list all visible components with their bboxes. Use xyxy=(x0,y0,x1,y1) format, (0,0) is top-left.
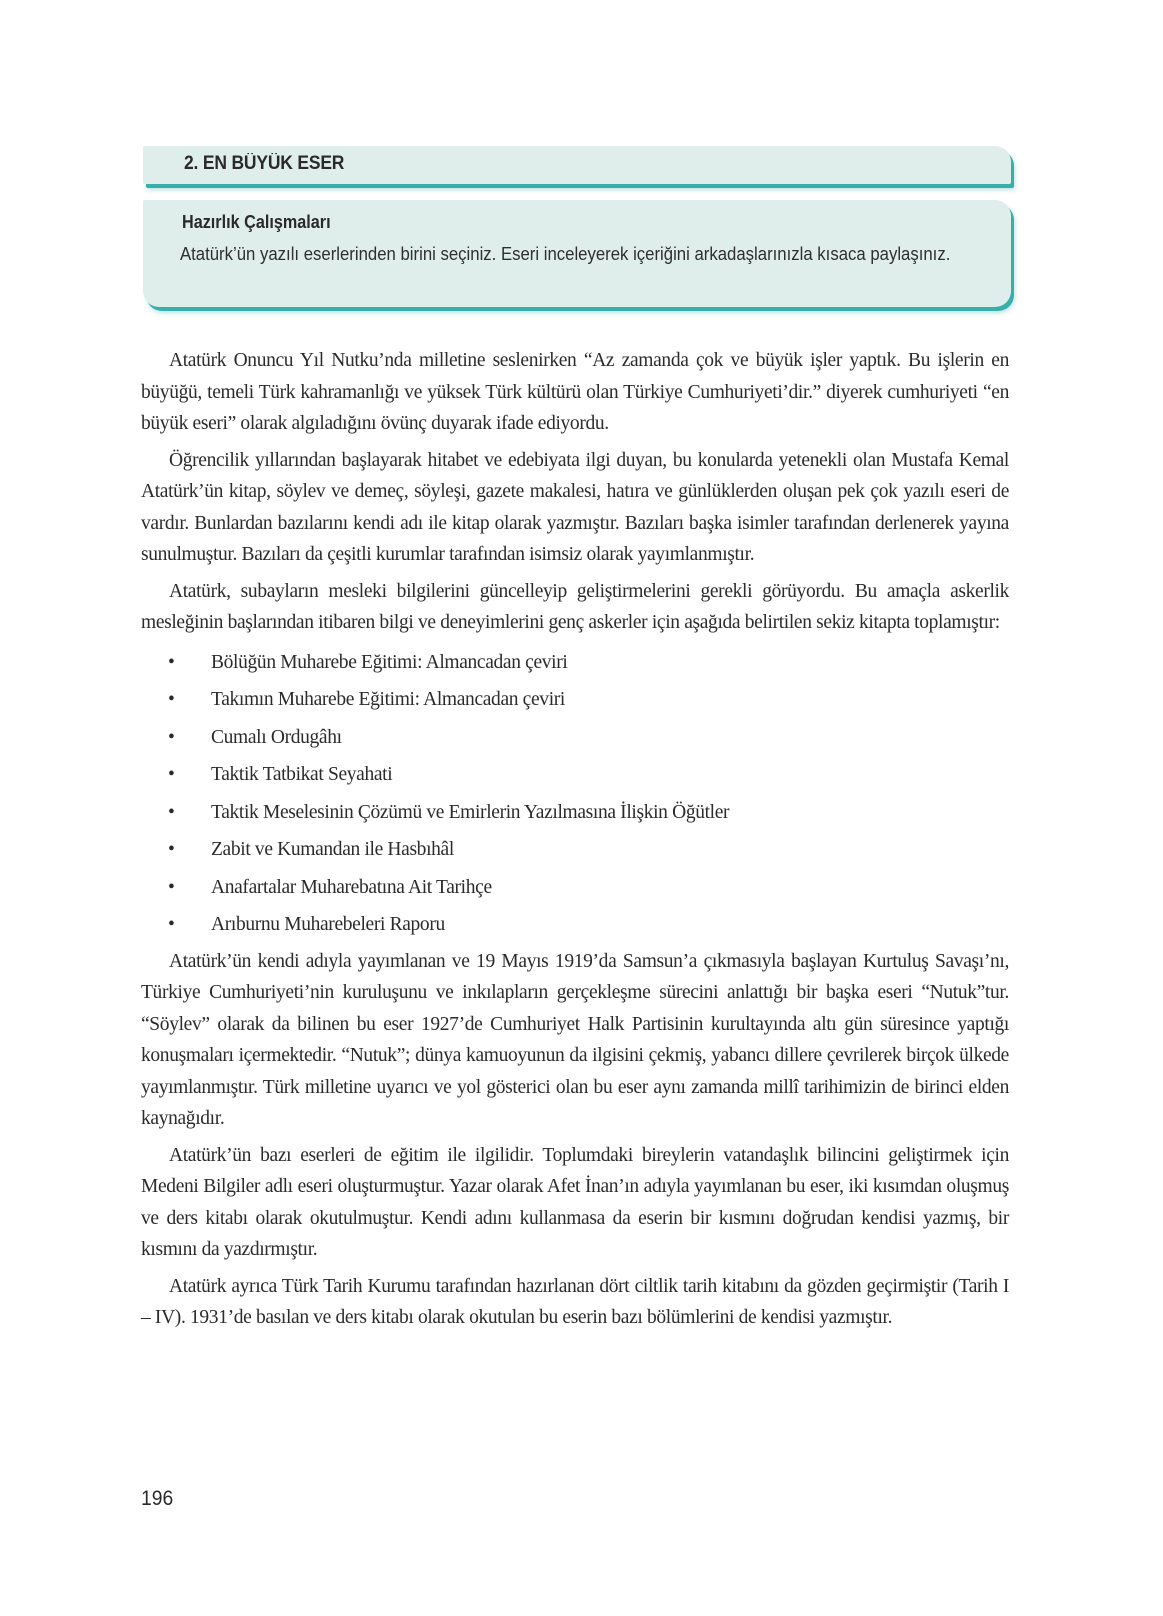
list-item-text: Anafartalar Muharebatına Ait Tarihçe xyxy=(211,876,492,898)
bullet-icon: • xyxy=(168,689,175,710)
book-list xyxy=(141,644,1009,944)
list-item xyxy=(141,719,1009,757)
bullet-icon: • xyxy=(168,914,175,935)
paragraph: Öğrencilik yıllarından başlayarak hitabet ve edebiyata ilgi duyan, bu konularda yetenekli olan Mustafa Kemal Atatürk’ün kitap, söylev ve demeç, söyleşi, gazete makalesi, hatıra ve günlüklerden oluşan pek çok yazılı eseri de vardır. Bunlardan bazılarını kendi adı ile kitap olarak yazmıştır. Bazıları başka isimler tarafından derlenerek yayına sunulmuştur. Bazıları da çeşitli kurumlar tarafından isimsiz olarak yayımlanmıştır. xyxy=(141,449,1009,565)
section-title-bar xyxy=(143,146,1011,184)
list-item xyxy=(141,906,1009,944)
bullet-icon: • xyxy=(168,726,175,748)
paragraph: Atatürk Onuncu Yıl Nutku’nda milletine seslenirken “Az zamanda çok ve büyük işler yaptık. Bu işlerin en büyüğü, temeli Türk kahramanlığı ve yüksek Türk kültürü olan Türkiye Cumhuriyeti’dir.” diyerek cumhuriyeti “en büyük eseri” olarak algıladığını övünç duyarak ifade ediyordu. xyxy=(141,350,1009,434)
list-item-text: Bölüğün Muharebe Eğitimi: Almancadan çeviri xyxy=(211,651,568,673)
list-item xyxy=(141,681,1009,719)
list-item xyxy=(141,644,1009,682)
page-number: 196 xyxy=(141,1487,174,1510)
bullet-icon: • xyxy=(168,839,175,860)
list-item-text: Arıburnu Muharebeleri Raporu xyxy=(211,914,445,935)
bullet-icon: • xyxy=(168,876,175,898)
paragraph: Atatürk, subayların mesleki bilgilerini güncelleyip geliştirmelerini gerekli görüyordu. Bu amaçla askerlik mesleğinin başlarından itibaren bilgi ve deneyimlerini genç askerler için aşağıda belirtilen sekiz kitapta toplamıştır: xyxy=(141,580,1009,633)
list-item xyxy=(141,756,1009,794)
paragraph: Atatürk ayrıca Türk Tarih Kurumu tarafından hazırlanan dört ciltlik tarih kitabını da gözden geçirmiştir (Tarih I – IV). 1931’de basılan ve ders kitabı olarak okutulan bu eserin bazı bölümlerini de kendisi yazmıştır. xyxy=(141,1275,1009,1328)
paragraph: Atatürk’ün kendi adıyla yayımlanan ve 19 Mayıs 1919’da Samsun’a çıkmasıyla başlayan Kurtuluş Savaşı’nı, Türkiye Cumhuriyeti’nin kuruluşunu ve inkılapların gerçekleşme sürecini anlattığı bir başka eseri “Nutuk”tur. “Söylev” olarak da bilinen bu eser 1927’de Cumhuriyet Halk Partisinin kurultayında altı gün süresince yaptığı konuşmaları içermektedir. “Nutuk”; dünya kamuoyunun da ilgisini çekmiş, yabancı dillere çevrilerek birçok ülkede yayımlanmıştır. Türk milletine uyarıcı ve yol gösterici olan bu eser aynı zamanda millî tarihimizin de birinci elden kaynağıdır. xyxy=(141,950,1009,1129)
list-item-text: Taktik Meselesinin Çözümü ve Emirlerin Yazılmasına İlişkin Öğütler xyxy=(211,801,730,823)
preparation-text: Atatürk’ün yazılı eserlerinden birini seçiniz. Eseri inceleyerek içeriğini arkadaşlarınızla kısaca paylaşınız. xyxy=(179,244,951,264)
bullet-icon: • xyxy=(168,651,175,673)
main-text xyxy=(141,345,1009,1339)
list-item xyxy=(141,794,1009,832)
preparation-box xyxy=(143,200,1011,307)
list-item-text: Taktik Tatbikat Seyahati xyxy=(211,764,393,785)
bullet-icon: • xyxy=(168,764,175,785)
list-item-text: Cumalı Ordugâhı xyxy=(211,726,342,748)
list-item xyxy=(141,869,1009,907)
paragraph: Atatürk’ün bazı eserleri de eğitim ile ilgilidir. Toplumdaki bireylerin vatandaşlık bilincini geliştirmek için Medeni Bilgiler adlı eseri oluşturmuştur. Yazar olarak Afet İnan’ın adıyla yayımlanan bu eser, iki kısımdan oluşmuş ve ders kitabı olarak okutulmuştur. Kendi adını kullanmasa da eserin bir kısmını doğrudan kendisi yazmış, bir kısmını da yazdırmıştır. xyxy=(141,1144,1009,1260)
list-item-text: Zabit ve Kumandan ile Hasbıhâl xyxy=(211,839,454,860)
list-item xyxy=(141,831,1009,869)
section-title: 2. EN BÜYÜK ESER xyxy=(184,153,345,174)
bullet-icon: • xyxy=(168,801,175,823)
list-item-text: Takımın Muharebe Eğitimi: Almancadan çeviri xyxy=(211,689,565,710)
preparation-title: Hazırlık Çalışmaları xyxy=(182,212,331,232)
